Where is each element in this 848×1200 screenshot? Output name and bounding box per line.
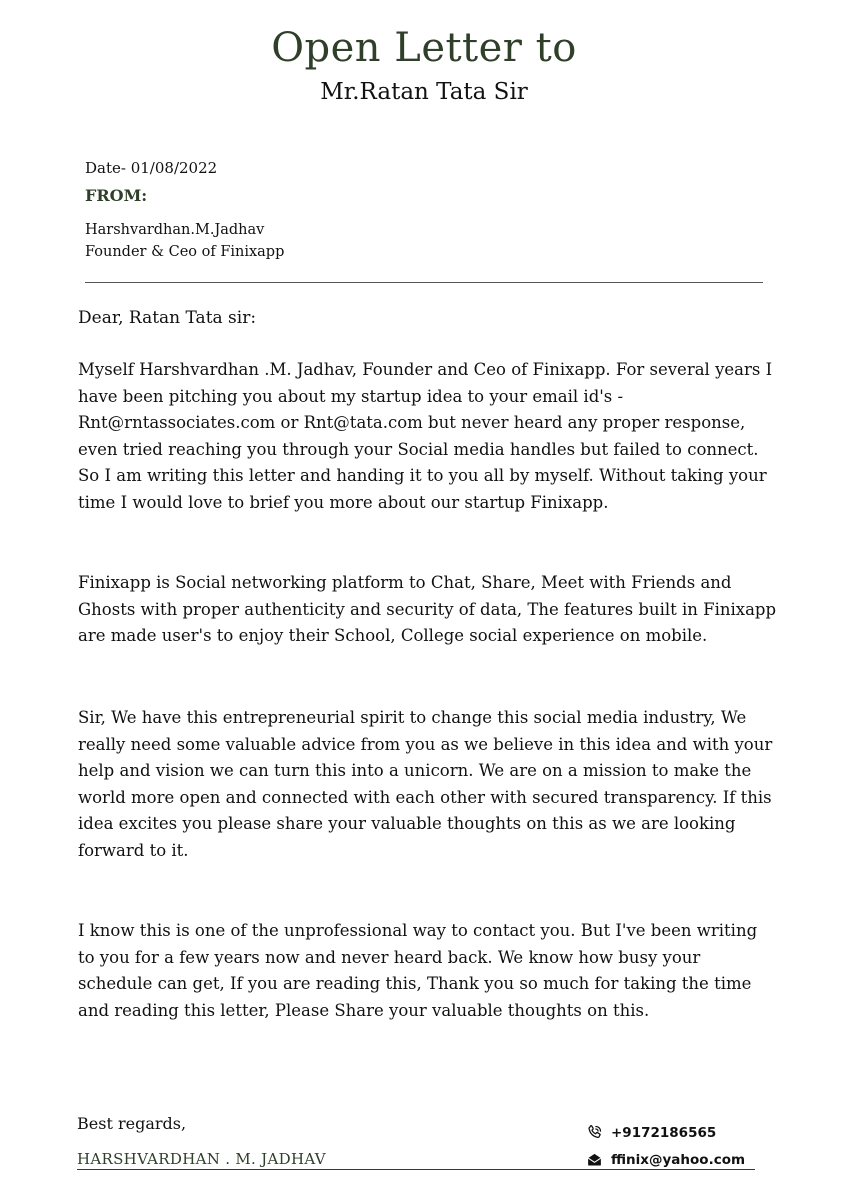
letter-date: Date- 01/08/2022	[85, 159, 218, 177]
sender-name: Harshvardhan.M.Jadhav	[85, 222, 265, 238]
closing: Best regards,	[77, 1114, 187, 1133]
phone-contact	[586, 1124, 716, 1141]
phone-number: +9172186565	[611, 1124, 717, 1141]
body-paragraph-2: Finixapp is Social networking platform to Chat, Share, Meet with Friends and Ghosts with proper authenticity and security of data, The features built in Finixapp are made user's to enjoy their School, College social experience on mobile.	[78, 573, 777, 646]
page-subtitle: Mr.Ratan Tata Sir	[320, 79, 528, 105]
body-paragraph-1: Myself Harshvardhan .M. Jadhav, Founder and Ceo of Finixapp. For several years I have been pitching you about my startup idea to your email id's - Rnt@rntassociates.com or Rnt@tata.com but never heard any proper response, even tried reaching you through your Social media handles but failed to connect. So I am writing this letter and handing it to you all by myself. Without taking your time I would love to brief you more about our startup Finixapp.	[78, 360, 773, 512]
email-contact	[586, 1151, 745, 1168]
header-divider	[85, 282, 763, 283]
email-address: ffinix@yahoo.com	[611, 1151, 746, 1168]
page-title: Open Letter to	[271, 25, 577, 71]
phone-icon	[586, 1124, 603, 1141]
body-paragraph-3: Sir, We have this entrepreneurial spirit to change this social media industry, We really need some valuable advice from you as we believe in this idea and with your help and vision we can turn this into a unicorn. We are on a mission to make the world more open and connected with each other with secured transparency. If this idea excites you please share your valuable thoughts on this as we are looking forward to it.	[78, 708, 773, 860]
signature-name: HARSHVARDHAN . M. JADHAV	[77, 1150, 326, 1168]
salutation: Dear, Ratan Tata sir:	[78, 308, 257, 328]
from-label: FROM:	[85, 186, 148, 205]
sender-role: Founder & Ceo of Finixapp	[85, 244, 285, 260]
email-icon	[586, 1151, 603, 1168]
body-paragraph-4: I know this is one of the unprofessional way to contact you. But I've been writing to you for a few years now and never heard back. We know how busy your schedule can get, If you are reading this, Thank you so much for taking the time and reading this letter, Please Share your valuable thoughts on this.	[78, 921, 758, 1020]
footer-divider	[77, 1169, 755, 1170]
